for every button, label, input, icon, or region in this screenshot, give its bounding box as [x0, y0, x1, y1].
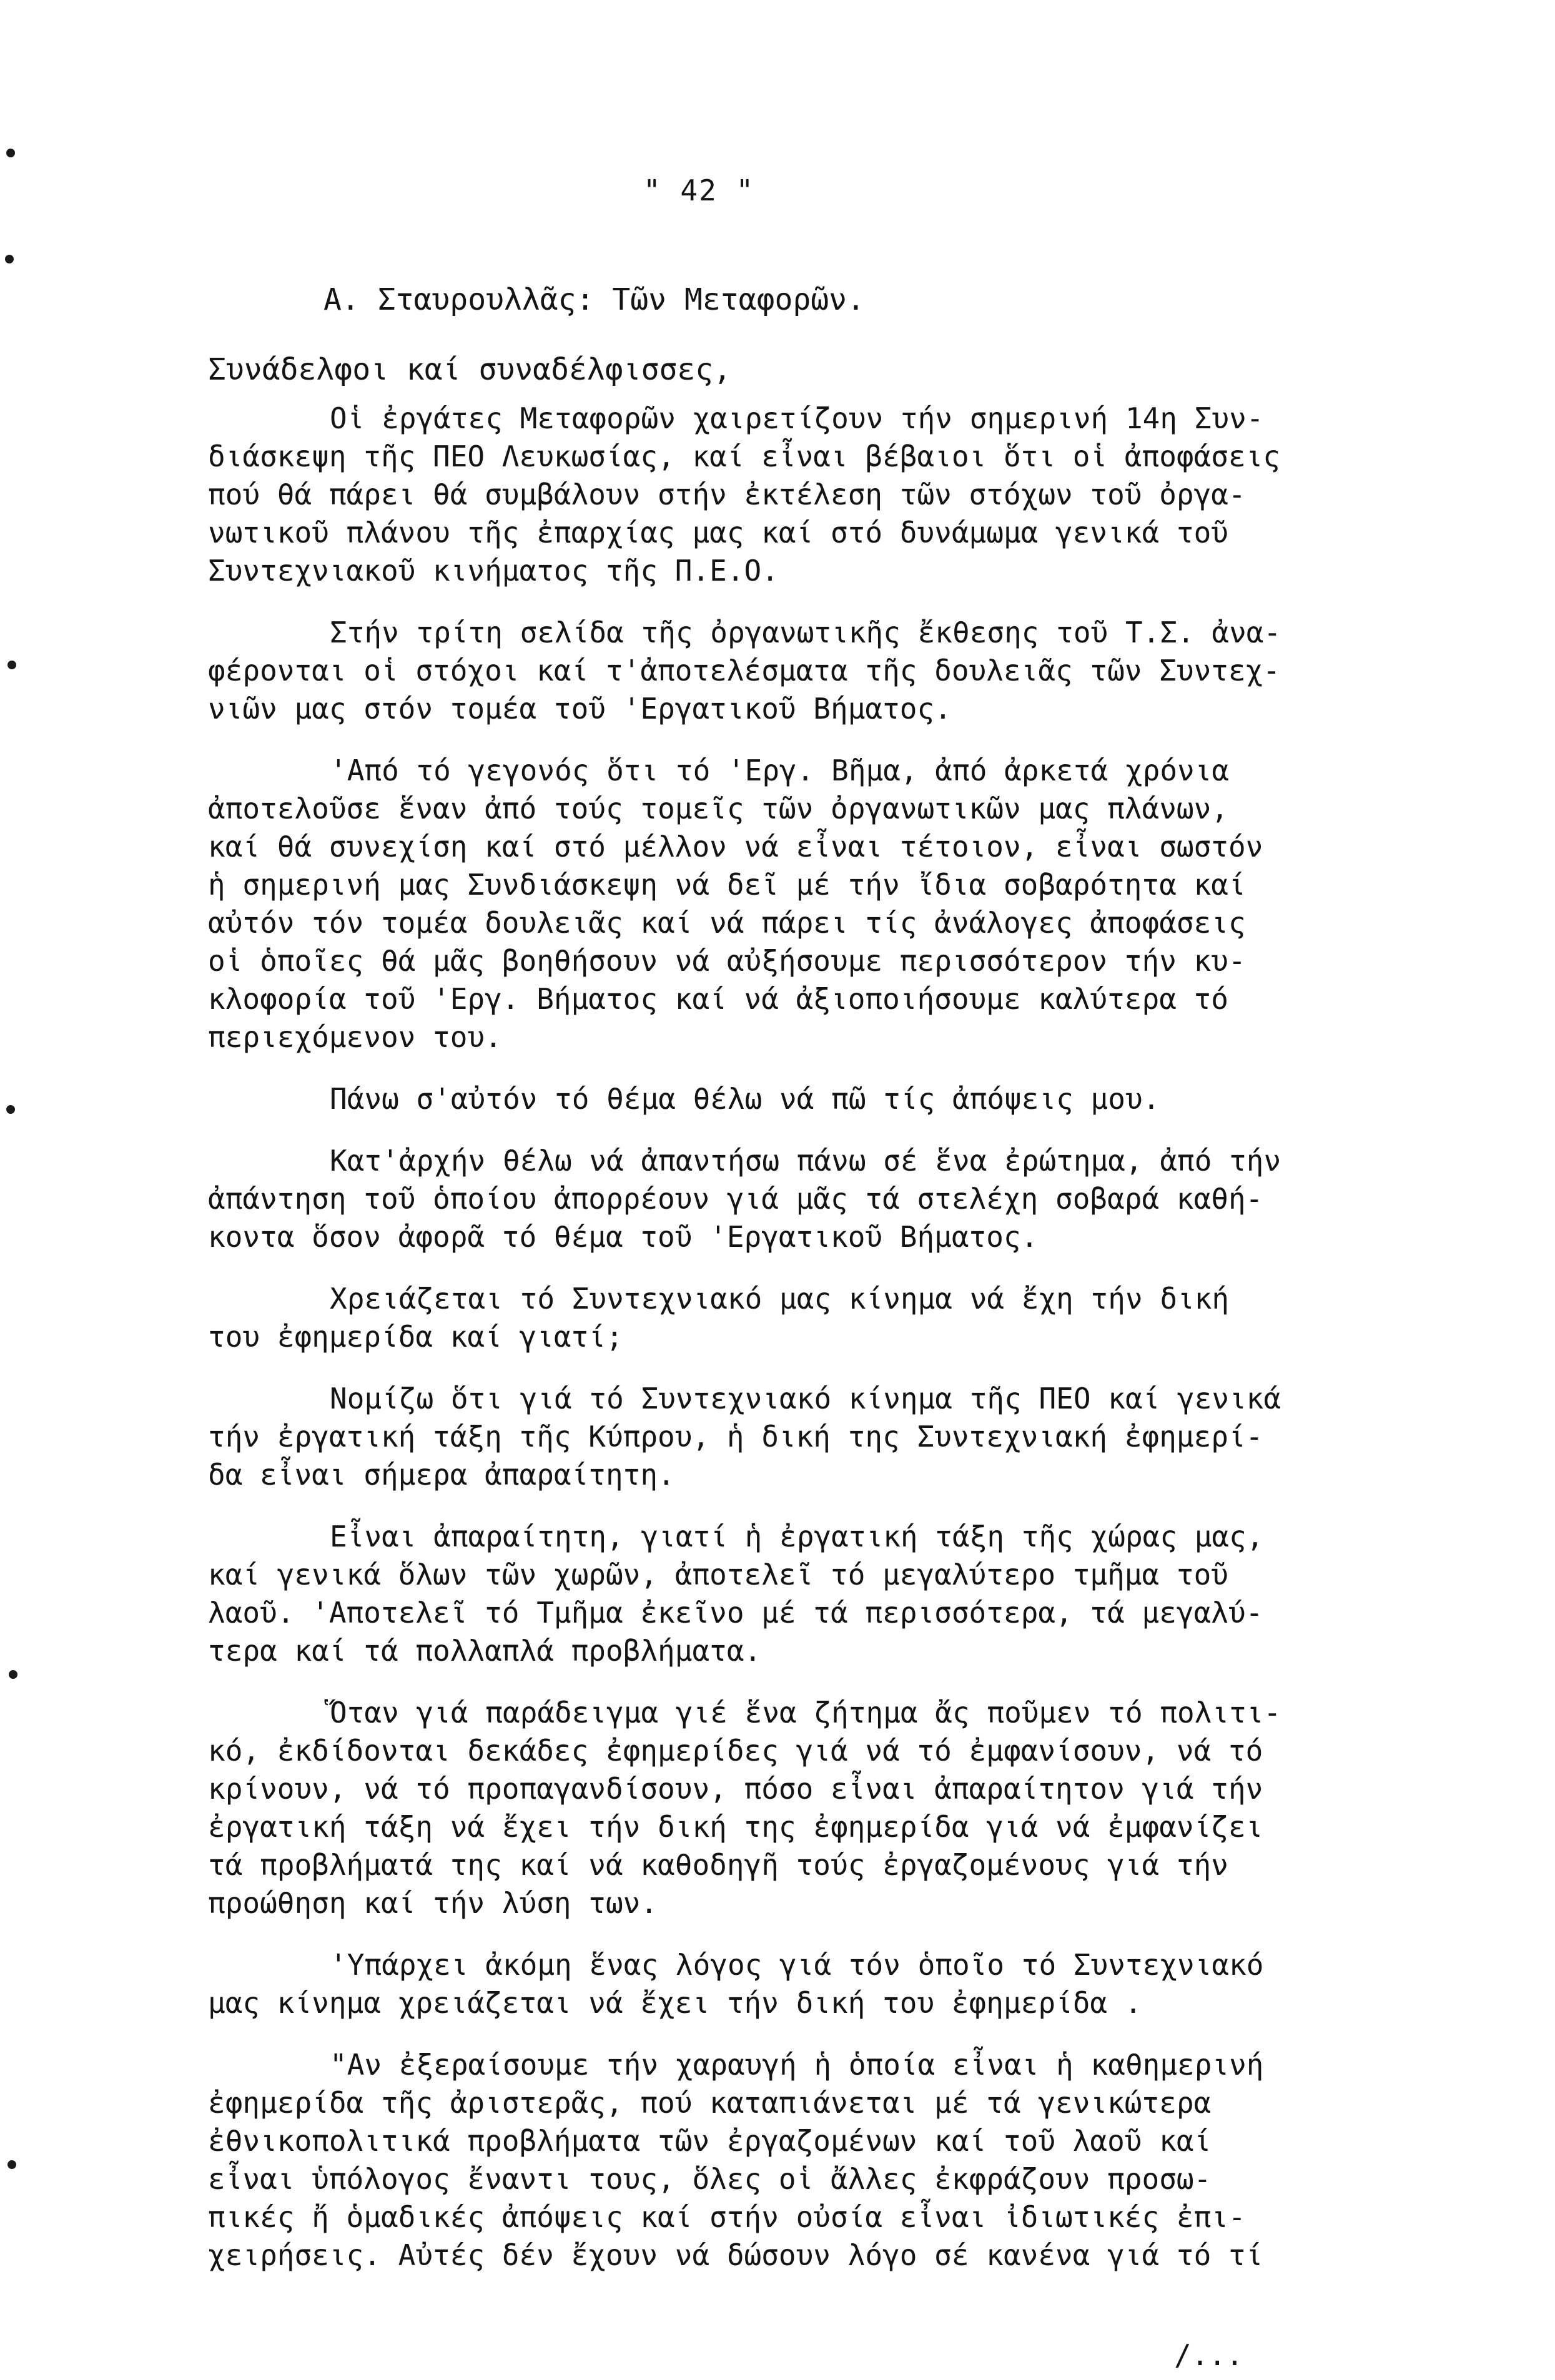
text-line: Οἱ ἐργάτες Μεταφορῶν χαιρετίζουν τήν σημερινή 14η Συν-	[330, 401, 1264, 435]
paragraph	[208, 2046, 1407, 2274]
text-line: Νομίζω ὅτι γιά τό Συντεχνιακό κίνημα τῆς ΠΕΟ καί γενικά	[330, 1382, 1281, 1415]
text-line: Συντεχνιακοῦ κινήματος τῆς Π.Ε.Ο.	[208, 554, 779, 588]
text-line: του ἐφημερίδα καί γιατί;	[208, 1320, 623, 1354]
text-line: ἡ σημερινή μας Συνδιάσκεψη νά δεῖ μέ τήν ἴδια σοβαρότητα καί	[208, 868, 1246, 902]
margin-dot	[7, 661, 16, 669]
document-body	[208, 400, 1407, 2298]
text-line: τερα καί τά πολλαπλά προβλήματα.	[208, 1634, 762, 1668]
paragraph	[208, 1380, 1407, 1494]
text-line: ἐθνικοπολιτικά προβλήματα τῶν ἐργαζομένων καί τοῦ λαοῦ καί	[208, 2124, 1212, 2158]
paragraph	[208, 752, 1407, 1056]
text-line: ἀποτελοῦσε ἕναν ἀπό τούς τομεῖς τῶν ὀργανωτικῶν μας πλάνων,	[208, 792, 1228, 825]
text-line: τά προβλήματά της καί νά καθοδηγῆ τούς ἐργαζομένους γιά τήν	[208, 1848, 1228, 1882]
text-line: Πάνω σ'αὐτόν τό θέμα θέλω νά πῶ τίς ἀπόψεις μου.	[330, 1082, 1160, 1116]
paragraph	[208, 1080, 1407, 1118]
text-line: ἐργατική τάξη νά ἔχει τήν δική της ἐφημερίδα γιά νά ἐμφανίζει	[208, 1810, 1263, 1844]
text-line: νωτικοῦ πλάνου τῆς ἐπαρχίας μας καί στό δυνάμωμα γενικά τοῦ	[208, 516, 1228, 549]
text-line: "Αν ἐξεραίσουμε τήν χαραυγή ἡ ὁποία εἶναι ἡ καθημερινή	[330, 2048, 1264, 2082]
text-line: 'Από τό γεγονός ὅτι τό 'Εργ. Βῆμα, ἀπό ἀρκετά χρόνια	[330, 754, 1230, 787]
text-line: μας κίνημα χρειάζεται νά ἔχει τήν δική του ἐφημερίδα .	[208, 1986, 1142, 2020]
text-line: ἀπάντηση τοῦ ὁποίου ἀπορρέουν γιά μᾶς τά στελέχη σοβαρά καθή-	[208, 1182, 1263, 1216]
text-line: λαοῦ. 'Αποτελεῖ τό Τμῆμα ἐκεῖνο μέ τά περισσότερα, τά μεγαλύ-	[208, 1596, 1263, 1630]
paragraph	[208, 1946, 1407, 2022]
speaker-heading: Α. Σταυρουλλᾶς: Τῶν Μεταφορῶν.	[323, 282, 865, 317]
text-line: κρίνουν, νά τό προπαγανδίσουν, πόσο εἶναι ἀπαραίτητον γιά τήν	[208, 1772, 1263, 1806]
text-line: Στήν τρίτη σελίδα τῆς ὀργανωτικῆς ἔκθεσης τοῦ Τ.Σ. ἀνα-	[330, 616, 1281, 649]
text-line: 'Υπάρχει ἀκόμη ἕνας λόγος γιά τόν ὁποῖο τό Συντεχνιακό	[330, 1948, 1264, 1982]
greeting-line: Συνάδελφοι καί συναδέλφισσες,	[208, 352, 732, 387]
text-line: Χρειάζεται τό Συντεχνιακό μας κίνημα νά ἔχη τήν δική	[330, 1282, 1230, 1315]
text-line: κλοφορία τοῦ 'Εργ. Βήματος καί νά ἀξιοποιήσουμε καλύτερα τό	[208, 982, 1228, 1016]
paragraph	[208, 1280, 1407, 1356]
paragraph	[208, 1694, 1407, 1922]
text-line: διάσκεψη τῆς ΠΕΟ Λευκωσίας, καί εἶναι βέβαιοι ὅτι οἱ ἀποφάσεις	[208, 440, 1281, 473]
paragraph	[208, 614, 1407, 728]
text-line: Κατ'ἀρχήν θέλω νά ἀπαντήσω πάνω σέ ἕνα ἐρώτημα, ἀπό τήν	[330, 1144, 1281, 1178]
text-line: ἐφημερίδα τῆς ἀριστερᾶς, πού καταπιάνεται μέ τά γενικώτερα	[208, 2086, 1212, 2120]
text-line: οἱ ὁποῖες θά μᾶς βοηθήσουν νά αὐξήσουμε περισσότερον τήν κυ-	[208, 944, 1246, 978]
margin-dot	[9, 1670, 17, 1679]
text-line: δα εἶναι σήμερα ἀπαραίτητη.	[208, 1458, 675, 1492]
text-line: Εἶναι ἀπαραίτητη, γιατί ἡ ἐργατική τάξη τῆς χώρας μας,	[330, 1520, 1264, 1553]
text-line: χειρήσεις. Αὐτές δέν ἔχουν νά δώσουν λόγο σέ κανένα γιά τό τί	[208, 2238, 1263, 2272]
text-line: κό, ἐκδίδονται δεκάδες ἐφημερίδες γιά νά τό ἐμφανίσουν, νά τό	[208, 1734, 1263, 1768]
text-line: προώθηση καί τήν λύση των.	[208, 1886, 658, 1920]
margin-dot	[6, 149, 15, 157]
paragraph	[208, 1142, 1407, 1256]
text-line: πού θά πάρει θά συμβάλουν στήν ἐκτέλεση τῶν στόχων τοῦ ὀργα-	[208, 478, 1246, 511]
text-line: νιῶν μας στόν τομέα τοῦ 'Εργατικοῦ Βήματος.	[208, 692, 952, 725]
paragraph	[208, 400, 1407, 590]
margin-dot	[7, 2160, 16, 2169]
text-line: καί γενικά ὅλων τῶν χωρῶν, ἀποτελεῖ τό μεγαλύτερο τμῆμα τοῦ	[208, 1558, 1228, 1591]
text-line: εἶναι ὑπόλογος ἔναντι τους, ὅλες οἱ ἄλλες ἐκφράζουν προσω-	[208, 2162, 1212, 2196]
text-line: φέρονται οἱ στόχοι καί τ'ἀποτελέσματα τῆς δουλειᾶς τῶν Συντεχ-	[208, 654, 1281, 687]
text-line: αὐτόν τόν τομέα δουλειᾶς καί νά πάρει τίς ἀνάλογες ἀποφάσεις	[208, 906, 1246, 940]
text-line: καί θά συνεχίση καί στό μέλλον νά εἶναι τέτοιον, εἶναι σωστόν	[208, 830, 1263, 863]
text-line: πικές ἤ ὁμαδικές ἀπόψεις καί στήν οὐσία εἶναι ἰδιωτικές ἐπι-	[208, 2200, 1246, 2234]
paragraph	[208, 1518, 1407, 1670]
margin-dot	[5, 255, 14, 263]
text-line: κοντα ὅσον ἀφορᾶ τό θέμα τοῦ 'Εργατικοῦ Βήματος.	[208, 1220, 1039, 1254]
margin-dot	[6, 1105, 15, 1114]
text-line: περιεχόμενον του.	[208, 1020, 502, 1054]
text-line: τήν ἐργατική τάξη τῆς Κύπρου, ἡ δική της Συντεχνιακή ἐφημερί-	[208, 1420, 1263, 1453]
text-line: Ὅταν γιά παράδειγμα γιέ ἕνα ζήτημα ἄς ποῦμεν τό πολιτι-	[330, 1696, 1281, 1729]
page-number: " 42 "	[643, 174, 755, 207]
continuation-mark: /...	[1174, 2338, 1243, 2372]
